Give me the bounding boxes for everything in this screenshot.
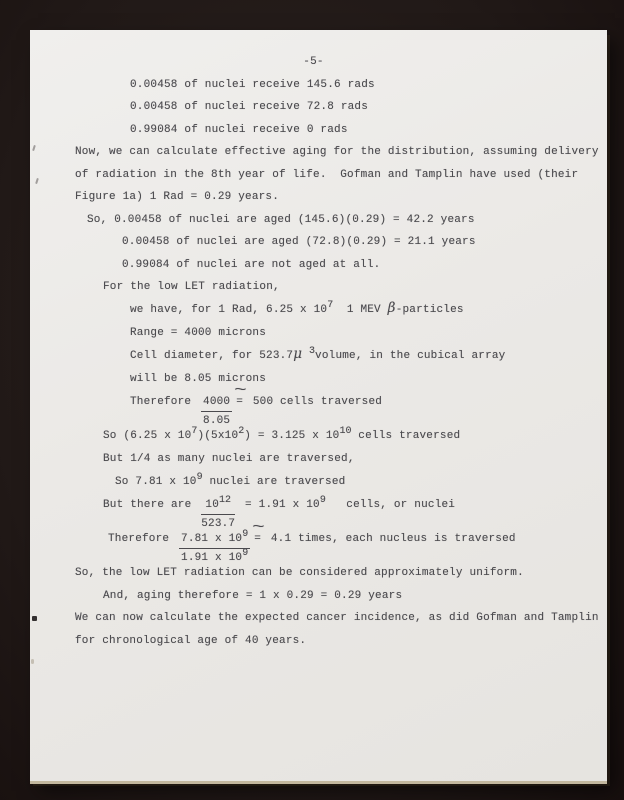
fraction: $\frac{7.81 x 109}{1.91 x 109}$ xyxy=(181,529,249,564)
superscript: 2 xyxy=(238,425,245,437)
superscript: 3 xyxy=(309,345,316,357)
superscript: 9 xyxy=(242,529,249,540)
document-line: of radiation in the 8th year of life. Gofman and Tamplin have used (their xyxy=(75,168,579,181)
document-line: we have, for 1 Rad, 6.25 x 107 1 MEV β-particles xyxy=(130,299,464,316)
document-line: for chronological age of 40 years. xyxy=(75,634,307,647)
superscript: 9 xyxy=(196,471,203,483)
document-line: 0.99084 of nuclei receive 0 rads xyxy=(130,123,348,136)
document-line: Range = 4000 microns xyxy=(130,327,267,339)
document-line: So (6.25 x 107)(5x102) = 3.125 x 1010 cells traversed xyxy=(103,425,461,442)
document-line: For the low LET radiation, xyxy=(103,281,280,293)
superscript: 9 xyxy=(242,548,249,559)
margin-mark xyxy=(32,616,37,621)
handwritten-symbol: μ xyxy=(293,345,303,362)
superscript: 12 xyxy=(219,495,232,506)
document-page xyxy=(30,30,607,781)
document-line: Figure 1a) 1 Rad = 0.29 years. xyxy=(75,191,280,203)
handwritten-symbol: β xyxy=(387,299,396,316)
document-line: So 7.81 x 109 nuclei are traversed xyxy=(115,471,346,488)
document-line: So, 0.00458 of nuclei are aged (145.6)(0.29) = 42.2 years xyxy=(87,213,475,226)
document-line: Now, we can calculate effective aging for the distribution, assuming delivery xyxy=(75,146,599,158)
margin-mark xyxy=(31,659,34,664)
superscript: 7 xyxy=(191,425,198,437)
document-line: 0.99084 of nuclei are not aged at all. xyxy=(122,258,381,271)
document-lines xyxy=(30,51,607,652)
document-line: But there are $\frac{1012}{523.7}$ = 1.91 x 109 cells, or nuclei xyxy=(103,495,456,530)
superscript: 7 xyxy=(327,299,334,311)
document-line: Cell diameter, for 523.7μ 3volume, in the cubical array xyxy=(130,345,506,362)
superscript: 10 xyxy=(339,425,352,437)
document-line: But 1/4 as many nuclei are traversed, xyxy=(103,453,355,465)
document-line: 0.00458 of nuclei receive 145.6 rads xyxy=(130,78,375,91)
page-number: -5- xyxy=(303,56,324,68)
fraction: $\frac{4000}{8.05}$ xyxy=(203,395,231,427)
document-line: Therefore $\frac{7.81 x 109}{1.91 x 109}$ ~ = 4.1 times, each nucleus is traversed xyxy=(30,528,607,562)
document-line: 0.00458 of nuclei are aged (72.8)(0.29) = 21.1 years xyxy=(122,236,476,248)
document-line: Therefore $\frac{4000}{8.05}$ ~ = 500 cells traversed xyxy=(30,391,607,425)
approx-equals-symbol: ~ = xyxy=(254,528,261,551)
document-line: And, aging therefore = 1 x 0.29 = 0.29 years xyxy=(103,589,403,602)
document-line: 0.00458 of nuclei receive 72.8 rads xyxy=(130,101,369,113)
document-line: So, the low LET radiation can be considered approximately uniform. xyxy=(75,567,524,579)
document-line: We can now calculate the expected cancer incidence, as did Gofman and Tamplin xyxy=(75,612,599,624)
document-line: will be 8.05 microns xyxy=(130,373,267,385)
fraction: $\frac{1012}{523.7}$ xyxy=(201,495,236,530)
superscript: 9 xyxy=(319,495,326,506)
approx-equals-symbol: ~ = xyxy=(236,391,243,414)
